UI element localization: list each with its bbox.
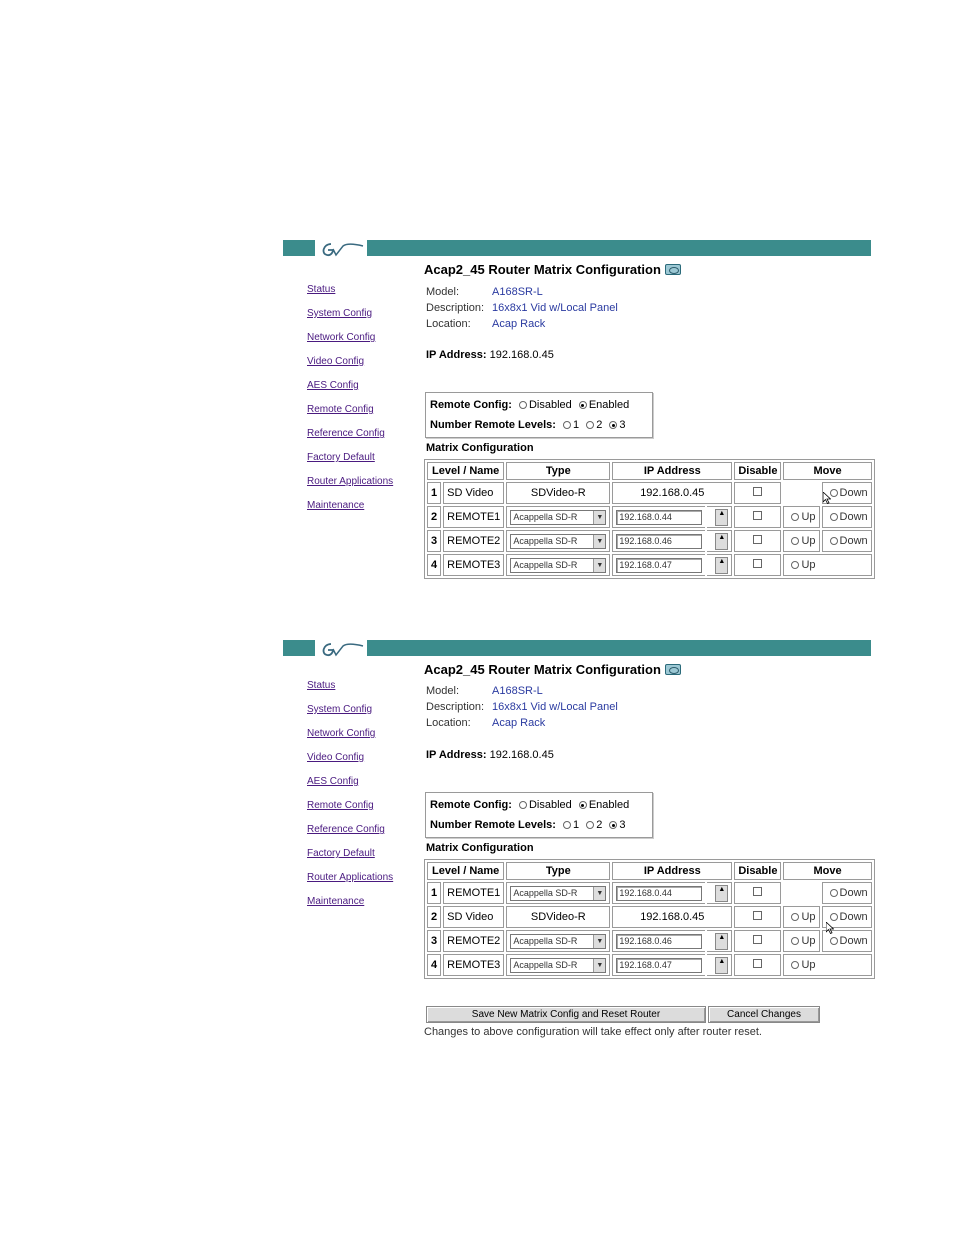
col-ip-address: IP Address [612,462,732,480]
nav-maintenance[interactable]: Maintenance [307,896,365,907]
nav-router-applications[interactable]: Router Applications [307,872,394,883]
grass-valley-logo [315,240,367,262]
nav-reference-config[interactable]: Reference Config [307,824,385,835]
cancel-button[interactable]: Cancel Changes [708,1006,820,1023]
ip-input[interactable]: 192.168.0.46 [616,534,702,549]
ip-address-row: IP Address: 192.168.0.45 [426,749,554,761]
chevron-down-icon: ▼ [593,887,605,900]
location-value: Acap Rack [492,318,546,330]
levels-1-radio[interactable] [563,421,571,429]
spinner-icon[interactable]: ▲ [715,557,728,574]
disable-checkbox[interactable] [753,511,762,520]
levels-2-radio[interactable] [586,421,594,429]
description-row: Description: 16x8x1 Vid w/Local Panel [426,701,618,713]
move-up-radio[interactable] [791,537,799,545]
matrix-table [424,459,875,579]
ip-address-row: IP Address: 192.168.0.45 [426,349,554,361]
remote-config-box: Remote Config: Disabled Enabled Number Remote Levels: 1 2 3 [425,792,653,838]
refresh-icon[interactable] [665,664,681,675]
location-row: Location: Acap Rack [426,318,546,330]
col-type: Type [506,462,610,480]
disable-checkbox[interactable] [753,911,762,920]
col-disable: Disable [734,462,781,480]
chevron-down-icon: ▼ [593,511,605,524]
nav-router-applications[interactable]: Router Applications [307,476,394,487]
disable-checkbox[interactable] [753,535,762,544]
router-config-panel-before [283,240,871,660]
move-down-radio[interactable] [830,889,838,897]
remote-enabled-radio[interactable] [579,801,587,809]
location-value: Acap Rack [492,717,546,729]
mouse-cursor-icon [823,492,831,504]
move-down-radio[interactable] [830,513,838,521]
refresh-icon[interactable] [665,264,681,275]
remote-disabled-radio[interactable] [519,401,527,409]
nav-status[interactable]: Status [307,680,336,691]
nav-video-config[interactable]: Video Config [307,752,365,763]
nav-factory-default[interactable]: Factory Default [307,848,375,859]
levels-3-radio[interactable] [609,821,617,829]
levels-2-radio[interactable] [586,821,594,829]
router-config-panel-after [283,640,871,1060]
nav-remote-config[interactable]: Remote Config [307,800,374,811]
ip-address-value: 192.168.0.45 [489,349,554,361]
nav-network-config[interactable]: Network Config [307,332,376,343]
nav-network-config[interactable]: Network Config [307,728,376,739]
move-up-radio[interactable] [791,913,799,921]
type-select[interactable]: Acappella SD-R ▼ [510,558,606,573]
type-select[interactable]: Acappella SD-R ▼ [510,534,606,549]
remote-enabled-radio[interactable] [579,401,587,409]
reset-note: Changes to above configuration will take effect only after router reset. [424,1026,762,1038]
move-up-radio[interactable] [791,513,799,521]
type-select[interactable]: Acappella SD-R ▼ [510,886,606,901]
table-row: 2 SD Video SDVideo-R 192.168.0.45 Up Down [427,906,872,928]
model-value: A168SR-L [492,685,543,697]
spinner-icon[interactable]: ▲ [715,509,728,526]
table-row: 4 REMOTE3 Acappella SD-R ▼ 192.168.0.47 ▲ Up [427,554,872,576]
move-up-radio[interactable] [791,937,799,945]
col-ip-address: IP Address [612,862,732,880]
model-row: Model: A168SR-L [426,685,543,697]
disable-checkbox[interactable] [753,559,762,568]
col-type: Type [506,862,610,880]
col-move: Move [783,462,871,480]
spinner-icon[interactable]: ▲ [715,885,728,902]
description-value: 16x8x1 Vid w/Local Panel [492,302,618,314]
table-row: 1 REMOTE1 Acappella SD-R ▼ 192.168.0.44 ▲ Down [427,882,872,904]
header-bar [283,240,871,256]
move-up-radio[interactable] [791,961,799,969]
move-down-radio[interactable] [830,937,838,945]
grass-valley-logo [315,640,367,662]
remote-config-box: Remote Config: Disabled Enabled Number Remote Levels: 1 2 3 [425,392,653,438]
levels-3-radio[interactable] [609,421,617,429]
disable-checkbox[interactable] [753,935,762,944]
nav-status[interactable]: Status [307,284,336,295]
col-disable: Disable [734,862,781,880]
nav-aes-config[interactable]: AES Config [307,380,359,391]
mouse-cursor-icon [826,922,834,934]
col-level-name: Level / Name [427,462,504,480]
move-down-radio[interactable] [830,537,838,545]
header-bar [283,640,871,656]
col-move: Move [783,862,871,880]
chevron-down-icon: ▼ [593,959,605,972]
ip-input[interactable]: 192.168.0.46 [616,934,702,949]
chevron-down-icon: ▼ [593,935,605,948]
nav-aes-config[interactable]: AES Config [307,776,359,787]
nav-maintenance[interactable]: Maintenance [307,500,365,511]
nav-remote-config[interactable]: Remote Config [307,404,374,415]
remote-disabled-radio[interactable] [519,801,527,809]
chevron-down-icon: ▼ [593,535,605,548]
save-reset-button[interactable]: Save New Matrix Config and Reset Router [426,1006,706,1023]
type-select[interactable]: Acappella SD-R ▼ [510,958,606,973]
nav-system-config[interactable]: System Config [307,308,373,319]
table-row: 3 REMOTE2 Acappella SD-R ▼ 192.168.0.46 ▲ Up Down [427,530,872,552]
move-down-radio[interactable] [830,913,838,921]
levels-1-radio[interactable] [563,821,571,829]
disable-checkbox[interactable] [753,487,762,496]
ip-input[interactable]: 192.168.0.47 [616,558,702,573]
disable-checkbox[interactable] [753,959,762,968]
matrix-configuration-heading: Matrix Configuration [426,442,534,454]
spinner-icon[interactable]: ▲ [715,933,728,950]
chevron-down-icon: ▼ [593,559,605,572]
model-row: Model: A168SR-L [426,286,543,298]
model-value: A168SR-L [492,286,543,298]
table-row: 1 SD Video SDVideo-R 192.168.0.45 Down [427,482,872,504]
col-level-name: Level / Name [427,862,504,880]
spinner-icon[interactable]: ▲ [715,533,728,550]
nav-video-config[interactable]: Video Config [307,356,365,367]
spinner-icon[interactable]: ▲ [715,957,728,974]
ip-input[interactable]: 192.168.0.44 [616,886,702,901]
description-row: Description: 16x8x1 Vid w/Local Panel [426,302,618,314]
matrix-configuration-heading: Matrix Configuration [426,842,534,854]
location-row: Location: Acap Rack [426,717,546,729]
type-select[interactable]: Acappella SD-R ▼ [510,934,606,949]
type-select[interactable]: Acappella SD-R ▼ [510,510,606,525]
table-row: 4 REMOTE3 Acappella SD-R ▼ 192.168.0.47 ▲ Up [427,954,872,976]
page-title: Acap2_45 Router Matrix Configuration [424,262,681,277]
table-row: 2 REMOTE1 Acappella SD-R ▼ 192.168.0.44 ▲ Up Down [427,506,872,528]
matrix-table [424,859,875,979]
ip-address-value: 192.168.0.45 [489,749,554,761]
ip-input[interactable]: 192.168.0.44 [616,510,702,525]
page-title: Acap2_45 Router Matrix Configuration [424,662,681,677]
ip-input[interactable]: 192.168.0.47 [616,958,702,973]
nav-factory-default[interactable]: Factory Default [307,452,375,463]
move-up-radio[interactable] [791,561,799,569]
nav-system-config[interactable]: System Config [307,704,373,715]
nav-reference-config[interactable]: Reference Config [307,428,385,439]
disable-checkbox[interactable] [753,887,762,896]
table-row: 3 REMOTE2 Acappella SD-R ▼ 192.168.0.46 ▲ Up Down [427,930,872,952]
description-value: 16x8x1 Vid w/Local Panel [492,701,618,713]
